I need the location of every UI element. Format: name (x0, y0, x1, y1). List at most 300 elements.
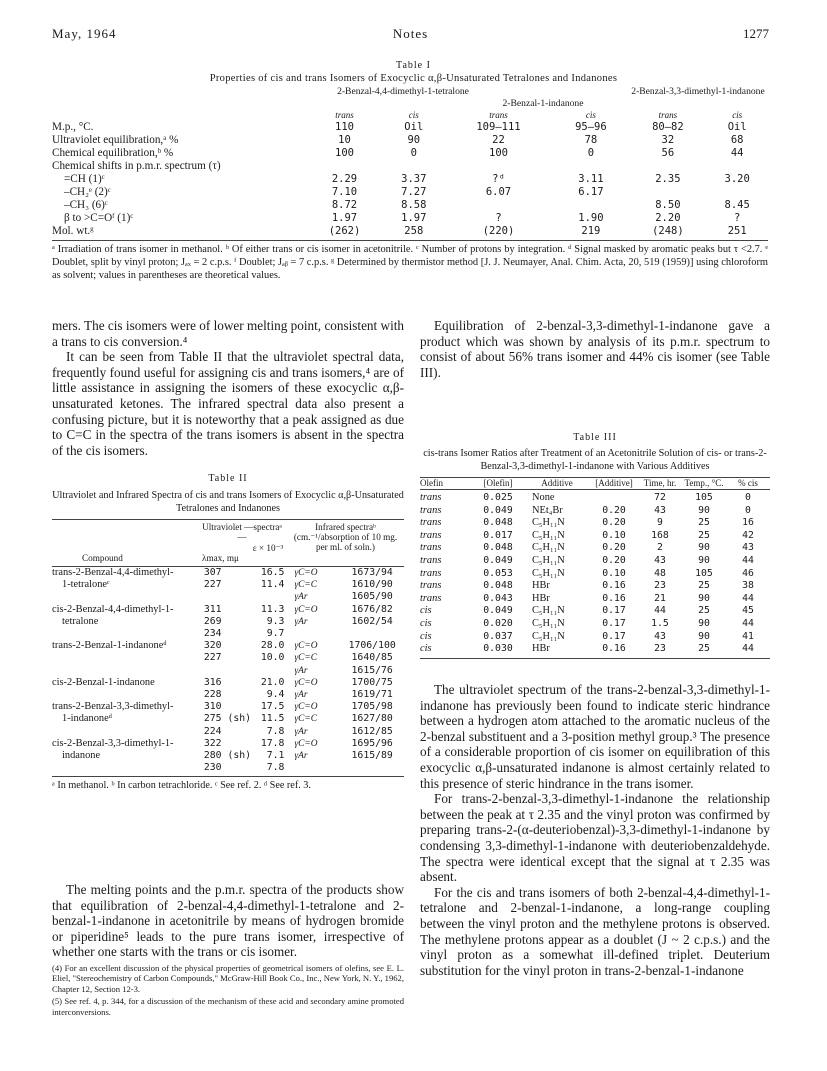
table2-header (52, 520, 404, 566)
table2-cell: 9.3 (266, 615, 285, 627)
table1-cell (306, 160, 383, 173)
table3-cell: 45 (742, 605, 754, 617)
table1-cell: 258 (404, 225, 424, 237)
table1-cell: 6.07 (485, 186, 512, 198)
table3-grid (420, 478, 770, 656)
table1-cell: 2.29 (331, 173, 358, 185)
table3-cell: 0.17 (602, 630, 626, 642)
table2-cell: γC=O (294, 568, 318, 578)
table3-cell: C₅H₁₁N (532, 617, 565, 629)
table2-row (52, 677, 404, 689)
table3-title: cis-trans Isomer Ratios after Treatment of an Acetonitrile Solution of cis- or trans-2-Benzal-3,3-dimethyl-1-indanone with Various Additives (423, 448, 767, 472)
table3-cell: 0.17 (602, 605, 626, 617)
table3-cell: 42 (742, 529, 754, 541)
right-column-top (420, 318, 770, 380)
table2-cell: 1602/54 (351, 615, 393, 627)
table2-cell: 1610/90 (351, 579, 393, 591)
table2-row (52, 689, 404, 701)
table2-cell: 1700/75 (351, 676, 393, 688)
paragraph: The melting points and the p.m.r. spectra of the products show that equilibration of 2-benzal-4,4-dimethyl-1-tetralone and 2-benzal-1-indanone in acetonitrile by means of hydrogen bromide or piperidine⁵ leads to the pure trans isomer, irrespective of whether one starts with the trans or cis isomer. (52, 882, 404, 960)
table2-head-uv: Ultraviolet —spectraᵃ— (202, 522, 282, 542)
table1-cell: 7.27 (401, 186, 427, 198)
table1-cell: 1.90 (578, 212, 604, 224)
table2-cell (340, 762, 404, 774)
table3-cell: 168 (651, 529, 669, 541)
table2-row (52, 701, 404, 713)
table3-cell: 25 (698, 517, 710, 529)
table3-cell: HBr (532, 592, 550, 604)
table1-row (52, 199, 768, 212)
table3-cell: 0.10 (602, 529, 626, 541)
table2-cell: 227 (203, 579, 222, 591)
table3-row (420, 542, 770, 555)
table3-cell: 25 (698, 580, 710, 592)
running-header (52, 26, 769, 44)
table2-cell: 275 (sh) (203, 713, 252, 725)
table3-cell (590, 492, 638, 505)
table2-cell: 17.8 (260, 737, 285, 749)
table1-cell: 56 (661, 147, 675, 159)
table3-cell: 43 (654, 554, 666, 566)
table2-cell: γAr (294, 751, 308, 762)
table2-cell: γC=O (294, 738, 318, 749)
table2-cell: 9.7 (266, 628, 285, 640)
table1-cell: 0 (410, 147, 417, 159)
table3-cell: 38 (742, 580, 754, 592)
table2-cell: 224 (203, 725, 222, 737)
table3-cell: trans (420, 567, 442, 579)
table2-cell: trans-2-Benzal-1-indanoneᵈ (52, 640, 167, 652)
table3-caption: Table III (573, 432, 617, 443)
table3-cell: C₅H₁₁N (532, 567, 565, 579)
table2-cell: cis-2-Benzal-3,3-dimethyl-1- (52, 737, 174, 749)
table3-cell: 41 (742, 630, 754, 642)
table3-cell: C₅H₁₁N (532, 542, 565, 554)
table2-cell: 280 (sh) (203, 750, 252, 762)
table1-grid (52, 110, 768, 238)
table2-cell: 11.3 (260, 603, 285, 615)
table1-cell: 7.10 (331, 186, 358, 198)
table1-cell (706, 160, 768, 173)
table3-cell: cis (420, 630, 432, 642)
table2-head-eps: ε × 10⁻³ (252, 543, 284, 553)
table2-cell (251, 591, 290, 603)
table1-subhead: trans (489, 110, 508, 120)
table2-cell: 1615/89 (351, 750, 393, 762)
table3-cell: C₅H₁₁N (532, 529, 565, 541)
paragraph: Equilibration of 2-benzal-3,3-dimethyl-1-indanone gave a product which was shown by analysis of its p.m.r. spectrum to consist of about 56% trans isomer and 44% cis isomer (see Table III). (420, 318, 770, 380)
table2-cell: 230 (203, 762, 222, 774)
table1-row-label: Chemical equilibration,ᵇ % (52, 147, 174, 159)
table1-row (52, 173, 768, 186)
table3-cell: 48 (654, 567, 666, 579)
table1-row (52, 134, 768, 147)
table2-cell (52, 628, 204, 640)
references (52, 963, 404, 1019)
table3-cell: 72 (654, 492, 666, 503)
table3-cell: 105 (695, 492, 713, 503)
table2-head-ir: Infrared spectraᵇ (cm.⁻¹/absorption of 10 mg. per ml. of soln.) (293, 522, 398, 552)
table3-row (420, 618, 770, 631)
table2-cell: γAr (294, 616, 308, 627)
table2-cell (204, 591, 251, 603)
table2-cell: 9.4 (266, 689, 285, 701)
table1-row-label: M.p., °C. (52, 121, 94, 133)
table2-cell: trans-2-Benzal-4,4-dimethyl- (52, 567, 174, 578)
table2-cell: 1612/85 (351, 725, 393, 737)
table1-cell: (220) (482, 225, 515, 237)
table2 (52, 473, 404, 792)
table1-cell (445, 160, 553, 173)
table2-row (52, 652, 404, 664)
table2-cell (52, 762, 204, 774)
table3-cell: 0.20 (602, 542, 626, 554)
table3-cell: 43 (654, 504, 666, 516)
table3-cell: 0.16 (602, 580, 626, 592)
paragraph: The ultraviolet spectrum of the trans-2-benzal-3,3-dimethyl-1-indanone has previously been found to indicate steric hindrance between a hydrogen atom attached to the aromatic nucleus of the 2-benzal substituent and a 3-position methyl group.³ The presence of a considerable proportion of cis isomer on equilibration of this exocyclic α,β-unsaturated indanone is almost certainly related to this presence of steric hindrance in the trans isomer. (420, 682, 770, 791)
table1-cell: 68 (730, 134, 744, 146)
table3-head: [Olefin] (483, 478, 513, 488)
table1-row (52, 147, 768, 160)
table3-head: Additive (541, 478, 573, 488)
table2-cell: γC=C (294, 714, 317, 725)
table2-cell: 7.1 (266, 750, 285, 762)
table3-cell: HBr (532, 643, 550, 655)
table1-cell: 3.11 (578, 173, 604, 185)
table1-cell: ? (495, 212, 502, 224)
table2-cell: cis-2-Benzal-4,4-dimethyl-1- (52, 603, 174, 615)
table1-cell: 8.45 (724, 199, 750, 211)
table3-cell: trans (420, 592, 442, 604)
table1-cell: 2.35 (655, 173, 681, 185)
table1-row (52, 121, 768, 134)
table2-cell: γC=O (294, 677, 318, 688)
table3-cell: None (532, 492, 555, 503)
table1-cell: 8.58 (401, 199, 427, 211)
table3-cell: 21 (654, 592, 666, 604)
table1-group-headers (52, 84, 768, 110)
table3-cell: 44 (742, 617, 754, 629)
table2-row (52, 750, 404, 762)
table1-cell: 110 (335, 121, 354, 133)
table3-cell: 90 (698, 630, 710, 642)
table2-cell: 1605/90 (351, 591, 393, 603)
table2-caption: Table II (208, 473, 248, 484)
table3-cell: C₅H₁₁N (532, 554, 565, 566)
table3-cell: 0.20 (602, 504, 626, 516)
table3-cell: 25 (698, 605, 710, 617)
table1-cell: 6.17 (578, 186, 604, 198)
table3-cell: 105 (695, 567, 713, 579)
table1-cell: 78 (584, 134, 598, 146)
table2-cell: 17.5 (260, 701, 285, 713)
table3-cell: 0.025 (483, 492, 513, 503)
table3-row (420, 505, 770, 518)
table2-row (52, 762, 404, 774)
table2-cell: 7.8 (266, 762, 285, 774)
table1-subhead: trans (658, 110, 678, 120)
page-number: 1277 (743, 26, 769, 41)
table2-cell: γAr (294, 665, 308, 676)
table3-cell: 0.043 (483, 592, 513, 604)
table1-cell: (262) (328, 225, 361, 237)
table3-row (420, 517, 770, 530)
table1-cell: 100 (335, 147, 354, 159)
table3-cell: 90 (698, 542, 710, 554)
table2-cell: 1695/96 (351, 737, 393, 749)
table2-cell: 228 (203, 689, 222, 701)
table3-cell: 44 (742, 643, 754, 655)
table2-cell (204, 665, 251, 677)
table2-row (52, 567, 404, 579)
table3-row (420, 643, 770, 656)
table3-cell: 0.10 (602, 567, 626, 579)
table2-cell: 310 (203, 701, 222, 713)
table2-grid (52, 567, 404, 774)
table3-cell: trans (420, 529, 442, 541)
table1-subhead: cis (408, 110, 419, 120)
table3-cell: 0.020 (483, 617, 513, 629)
paragraph: It can be seen from Table II that the ultraviolet spectral data, frequently found useful for assigning cis and trans isomers,⁴ are of little assistance in assigning the isomers of these exocyclic α,β-unsaturated ketones. The infrared spectral data also present a confusing picture, but it is noteworthy that a peak assigned as due to C=C in the spectra of the trans isomers is absent in the spectra of the cis isomers. (52, 349, 404, 458)
table1-row-label: –CH₂ᵉ (2)ᶜ (64, 186, 111, 198)
table1-cell (629, 186, 706, 199)
table1-cell: 90 (407, 134, 421, 146)
table3-cell: C₅H₁₁N (532, 605, 565, 617)
table2-cell: 307 (203, 567, 222, 578)
table3-cell: 0.20 (602, 517, 626, 529)
table3-cell: 0.017 (483, 529, 513, 541)
table2-cell: 1-tetraloneᶜ (62, 579, 110, 591)
table3-head: Temp., °C. (684, 478, 724, 488)
header-section: Notes (392, 26, 429, 41)
table1-cell: ? (734, 212, 741, 224)
table3-cell: trans (420, 580, 442, 592)
table3-cell: 90 (698, 504, 710, 516)
table1-row-label: Ultraviolet equilibration,ᵃ % (52, 134, 179, 146)
table2-cell: 21.0 (260, 676, 285, 688)
table3-cell: 0.20 (602, 554, 626, 566)
table1-body (52, 121, 768, 238)
table3-row (420, 555, 770, 568)
table2-cell: 1676/82 (351, 603, 393, 615)
table3-cell: 2 (657, 542, 663, 554)
table2-cell: 28.0 (260, 640, 285, 652)
right-column-bottom (420, 682, 770, 978)
table1-group-3: 2-Benzal-3,3-dimethyl-1-indanone (631, 86, 765, 97)
table3-cell: 1.5 (651, 617, 669, 629)
table1-row (52, 160, 768, 173)
table1-cell: (248) (652, 225, 684, 237)
table2-row (52, 579, 404, 591)
table2-footnote: ᵃ In methanol. ᵇ In carbon tetrachloride. ᶜ See ref. 2. ᵈ See ref. 3. (52, 780, 311, 792)
table1-cell (552, 199, 629, 212)
table1-subhead: cis (585, 110, 596, 120)
table3-head: Time, hr. (643, 478, 677, 488)
table1-subhead: cis (732, 110, 743, 120)
table1-cell (629, 160, 706, 173)
table3-cell: 43 (654, 630, 666, 642)
table1-caption: Table I (396, 60, 431, 71)
table1-cell: 219 (581, 225, 601, 237)
table2-row (52, 738, 404, 750)
table1-cell: 251 (727, 225, 747, 237)
table1-cell: 22 (492, 134, 505, 146)
table2-cell: 1705/98 (351, 701, 393, 713)
table2-row (52, 726, 404, 738)
table3-cell: 25 (698, 529, 710, 541)
table1-row (52, 212, 768, 225)
table2-cell (52, 652, 204, 664)
table2-cell: 316 (203, 676, 222, 688)
table2-row (52, 591, 404, 603)
table1-cell: 3.37 (401, 173, 427, 185)
table3-cell: trans (420, 504, 442, 516)
table2-row (52, 616, 404, 628)
table1-cell: 32 (661, 134, 675, 146)
table3-cell: cis (420, 643, 432, 655)
table2-cell (52, 689, 204, 701)
table3-cell: 0.053 (483, 567, 513, 579)
table2-title: Ultraviolet and Infrared Spectra of cis and trans Isomers of Exocyclic α,β-Unsaturated Tetralones and Indanones (52, 490, 404, 514)
table3-row (420, 568, 770, 581)
table2-cell (290, 628, 340, 640)
table1-cell (706, 186, 768, 199)
table3-cell: cis (420, 617, 432, 629)
table3 (420, 432, 770, 659)
table2-cell: 1-indanoneᵈ (62, 713, 112, 725)
table2-cell: γC=O (294, 702, 318, 713)
table1-cell: 109–111 (476, 121, 521, 133)
paragraph: For trans-2-benzal-3,3-dimethyl-1-indanone the relationship between the peak at τ 2.35 and the vinyl proton was confirmed by preparing trans-2-(α-deuteriobenzal)-3,3-dimethyl-1-indanone by condensing 3,3-dimethyl-1-indanone with deuteriobenzaldehyde. The spectra were identical except that the signal at τ 2.35 was absent. (420, 791, 770, 885)
table3-cell: 0 (745, 504, 751, 516)
table2-cell: 269 (203, 615, 222, 627)
reference-4: (4) For an excellent discussion of the physical properties of geometrical isomers of olefins, see E. L. Eliel, "Stereochemistry of Carbon Compounds," McGraw-Hill Book Co., Inc., New York, N. Y., 1962, Chapter 12, Section 12-3. (52, 963, 404, 994)
table2-cell (52, 591, 204, 603)
header-date: May, 1964 (52, 26, 117, 41)
table2-row (52, 665, 404, 677)
table3-cell: 23 (654, 643, 666, 655)
table2-cell (251, 665, 290, 677)
table2-cell (340, 628, 404, 640)
table1-row-label: Chemical shifts in p.m.r. spectrum (τ) (52, 160, 221, 172)
table1-subhead: trans (335, 110, 354, 120)
table2-cell (290, 762, 340, 774)
table1-cell: ?ᵈ (492, 173, 505, 185)
table1-cell: 1.97 (401, 212, 427, 224)
table3-cell: HBr (532, 580, 550, 592)
table2-row (52, 640, 404, 652)
table1-row (52, 225, 768, 238)
table3-cell: 16 (742, 517, 754, 529)
table3-cell: 44 (742, 592, 754, 604)
table2-cell: 16.5 (260, 567, 285, 578)
table2-cell: 11.5 (260, 713, 285, 725)
table1-cell: 44 (730, 147, 744, 159)
table2-head-compound: Compound (82, 553, 123, 563)
table3-cell: 0.048 (483, 580, 513, 592)
table3-cell: 0.030 (483, 643, 513, 655)
table2-head-lmax: λmax, mμ (202, 553, 239, 563)
table1-cell: Oil (727, 121, 747, 133)
table1-row-label: Mol. wt.ᵍ (52, 225, 94, 237)
table1-cell: 10 (338, 134, 351, 146)
table3-cell: NEt₄Br (532, 504, 563, 516)
table1-row-label: –CH₃ (6)ᶜ (64, 199, 108, 211)
left-column-top (52, 318, 404, 458)
table3-cell: 0.048 (483, 517, 513, 529)
table3-cell: 0.049 (483, 605, 513, 617)
table2-cell: γAr (294, 592, 308, 603)
table3-cell: 0.048 (483, 542, 513, 554)
table1-row-label: β to >C=Oᶠ (1)ᶜ (64, 212, 134, 224)
table1-cell: 2.20 (655, 212, 681, 224)
table1-cell: 8.72 (331, 199, 358, 211)
table2-cell: 1627/80 (351, 713, 393, 725)
table3-cell: trans (420, 554, 442, 566)
table2-cell: tetralone (62, 615, 99, 627)
table3-row (420, 631, 770, 644)
table3-cell: 0.16 (602, 643, 626, 655)
table3-header-row (420, 478, 770, 490)
table2-cell: 1615/76 (351, 664, 393, 676)
table2-cell: 227 (203, 652, 222, 664)
table3-cell: 0.037 (483, 630, 513, 642)
table3-cell: 0.16 (602, 592, 626, 604)
table2-cell: 10.0 (260, 652, 285, 664)
table2-cell: 7.8 (266, 725, 285, 737)
table3-cell: trans (420, 542, 442, 554)
paragraph: For the cis and trans isomers of both 2-benzal-4,4-dimethyl-1-tetralone and 2-benzal-1-indanone, a long-range coupling between the vinyl proton and the methylene protons is observed. The methylene protons appear as a doublet (J ~ 2 c.p.s.) and the vinyl proton as a somewhat ill-defined triplet. Deuterium substitution for the vinyl proton in trans-2-benzal-1-indanone (420, 884, 770, 978)
table3-cell: 44 (742, 554, 754, 566)
table3-cell: 43 (742, 542, 754, 554)
left-column-bottom (52, 882, 404, 960)
table1-cell: 0 (587, 147, 595, 159)
table1-cell: 100 (489, 147, 508, 159)
table2-cell: γAr (294, 726, 308, 737)
table1-cell (383, 160, 445, 173)
table1-row (52, 186, 768, 199)
table1-cell: 80–82 (652, 121, 684, 133)
table1-subheader-row (52, 110, 768, 121)
table2-row (52, 628, 404, 640)
table3-cell: C₅H₁₁N (532, 517, 565, 529)
table2-cell: γC=O (294, 604, 318, 615)
table3-cell: 0.17 (602, 617, 626, 629)
table1-cell: 1.97 (331, 212, 358, 224)
table2-cell: γAr (294, 690, 308, 701)
paragraph: mers. The cis isomers were of lower melting point, consistent with a trans to cis conversion.⁴ (52, 318, 404, 349)
table2-cell: γC=O (294, 641, 318, 652)
table3-cell: 46 (742, 567, 754, 579)
table2-cell: 234 (203, 628, 222, 640)
table3-cell: 9 (657, 517, 663, 529)
table2-cell: 322 (203, 737, 222, 749)
table1-cell: 8.50 (655, 199, 681, 211)
table1-row-label: =CH (1)ᶜ (64, 173, 105, 185)
table3-row (420, 492, 770, 505)
table3-cell: 44 (654, 605, 666, 617)
table3-cell: trans (420, 492, 442, 503)
table3-head: [Additive] (595, 478, 633, 488)
table1-group-2: 2-Benzal-1-indanone (502, 98, 584, 109)
table2-cell: 1706/100 (348, 640, 396, 652)
table3-cell: 25 (698, 643, 710, 655)
table2-cell: 311 (203, 603, 222, 615)
table1 (52, 84, 768, 282)
table1-cell: 95–96 (575, 121, 607, 133)
table2-cell: 1640/85 (351, 652, 393, 664)
table2-row (52, 604, 404, 616)
